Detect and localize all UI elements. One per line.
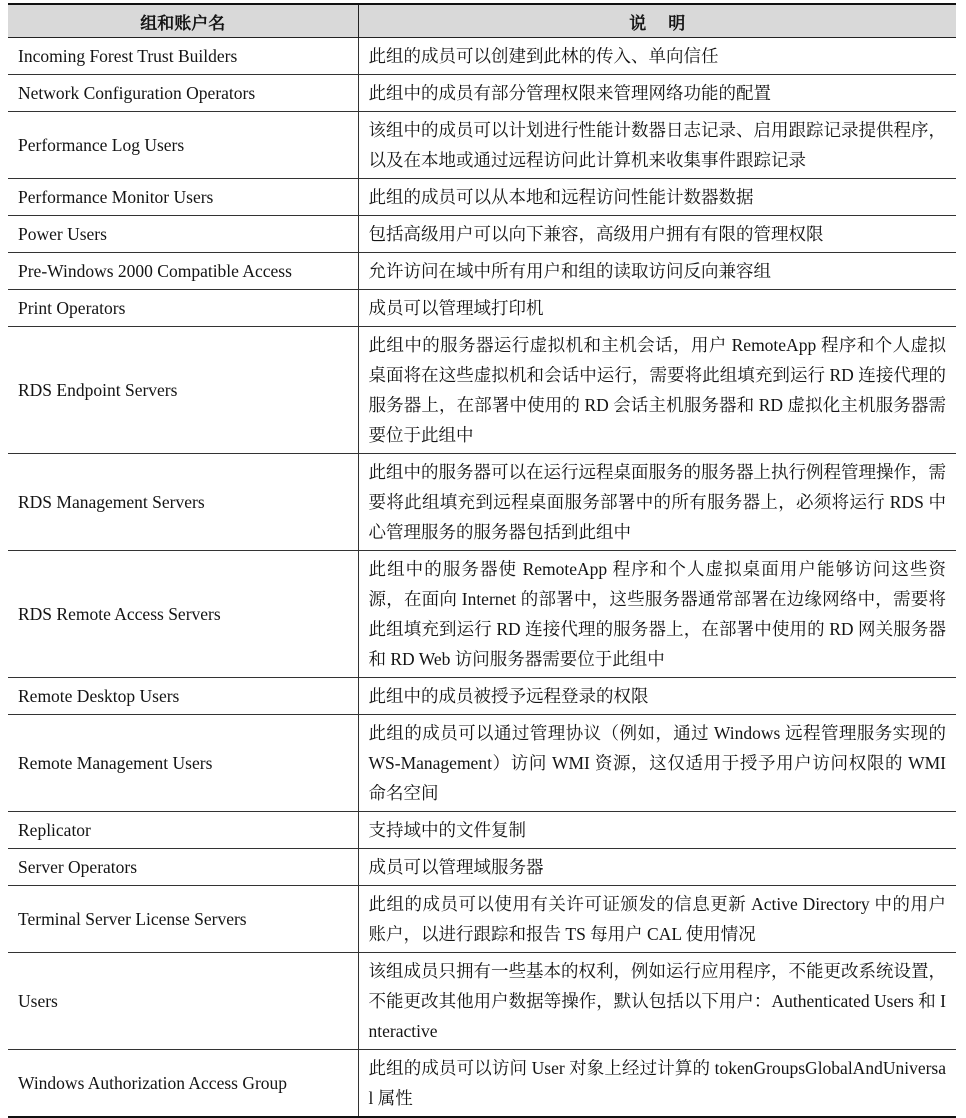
table-row — [8, 886, 956, 953]
group-description-cell: 此组的成员可以访问 User 对象上经过计算的 tokenGroupsGlobalAndUniversal 属性 — [368, 1058, 946, 1108]
group-description-cell: 此组的成员可以使用有关许可证颁发的信息更新 Active Directory 中的用户账户，以进行跟踪和报告 TS 每用户 CAL 使用情况 — [358, 886, 956, 953]
group-description-cell: 此组的成员可以创建到此林的传入、单向信任 — [358, 38, 956, 75]
group-description-cell: 此组中的服务器使 RemoteApp 程序和个人虚拟桌面用户能够访问这些资源，在面向 Internet 的部署中，这些服务器通常部署在边缘网络中，需要将此组填充到运行 RD 连接代理的服务器上，在部署中使用的 RD 网关服务器和 RD Web 访问服务器需要位于此组中 — [358, 551, 956, 678]
table-row — [8, 290, 956, 327]
table-header-row — [8, 4, 956, 38]
group-description-cell: 此组中的服务器运行虚拟机和主机会话，用户 RemoteApp 程序和个人虚拟桌面将在这些虚拟机和会话中运行，需要将此组填充到运行 RD 连接代理的服务器上，在部署中使用的 RD 会话主机服务器和 RD 虚拟化主机服务器需要位于此组中 — [358, 327, 956, 454]
column-header-description: 说明 — [358, 4, 956, 38]
table-row — [8, 179, 956, 216]
group-description-cell: 包括高级用户可以向下兼容，高级用户拥有有限的管理权限 — [358, 216, 956, 253]
group-name-cell: Remote Desktop Users — [8, 678, 358, 715]
table-row — [8, 454, 956, 551]
table-row — [8, 112, 956, 179]
group-name-cell: Users — [8, 953, 358, 1050]
table-row — [8, 38, 956, 75]
group-description-cell: 允许访问在域中所有用户和组的读取访问反向兼容组 — [358, 253, 956, 290]
group-name-cell: Performance Log Users — [8, 112, 358, 179]
group-name-cell: RDS Endpoint Servers — [8, 327, 358, 454]
column-header-group-name: 组和账户名 — [8, 4, 358, 38]
group-description-cell: 支持域中的文件复制 — [358, 812, 956, 849]
group-name-cell: Windows Authorization Access Group — [8, 1050, 358, 1118]
table-row — [8, 1050, 956, 1118]
table-body — [8, 38, 956, 1118]
group-name-cell: Network Configuration Operators — [8, 75, 358, 112]
group-name-cell: RDS Remote Access Servers — [8, 551, 358, 678]
table-row — [8, 715, 956, 812]
group-description-cell: 该组成员只拥有一些基本的权利，例如运行应用程序，不能更改系统设置，不能更改其他用户数据等操作，默认包括以下用户：Authenticated Users 和 Interactive — [358, 953, 956, 1050]
table-row — [8, 551, 956, 678]
group-name-cell: Pre-Windows 2000 Compatible Access — [8, 253, 358, 290]
group-name-cell: Power Users — [8, 216, 358, 253]
group-name-cell: Print Operators — [8, 290, 358, 327]
group-description-cell: 成员可以管理域服务器 — [358, 849, 956, 886]
group-name-cell: Server Operators — [8, 849, 358, 886]
group-description-cell: 此组中的成员有部分管理权限来管理网络功能的配置 — [358, 75, 956, 112]
group-name-cell: Terminal Server License Servers — [8, 886, 358, 953]
table-row — [8, 678, 956, 715]
table-row — [8, 327, 956, 454]
group-name-cell: Remote Management Users — [8, 715, 358, 812]
table-row — [8, 253, 956, 290]
groups-table — [8, 3, 956, 1118]
group-name-cell: Performance Monitor Users — [8, 179, 358, 216]
group-description-cell: 此组的成员可以从本地和远程访问性能计数器数据 — [358, 179, 956, 216]
group-description-cell: 此组中的服务器可以在运行远程桌面服务的服务器上执行例程管理操作，需要将此组填充到远程桌面服务部署中的所有服务器上，必须将运行 RDS 中心管理服务的服务器包括到此组中 — [358, 454, 956, 551]
table-row — [8, 812, 956, 849]
group-name-cell: Replicator — [8, 812, 358, 849]
group-name-cell: Incoming Forest Trust Builders — [8, 38, 358, 75]
table-row — [8, 75, 956, 112]
group-description-cell: 该组中的成员可以计划进行性能计数器日志记录、启用跟踪记录提供程序，以及在本地或通过远程访问此计算机来收集事件跟踪记录 — [358, 112, 956, 179]
group-name-cell: RDS Management Servers — [8, 454, 358, 551]
table-row — [8, 953, 956, 1050]
group-description-cell: 此组的成员可以通过管理协议（例如，通过 Windows 远程管理服务实现的 WS-Management）访问 WMI 资源，这仅适用于授予用户访问权限的 WMI 命名空间 — [358, 715, 956, 812]
group-description-cell: 成员可以管理域打印机 — [358, 290, 956, 327]
table-row — [8, 849, 956, 886]
table-row — [8, 216, 956, 253]
group-description-cell: 此组中的成员被授予远程登录的权限 — [358, 678, 956, 715]
